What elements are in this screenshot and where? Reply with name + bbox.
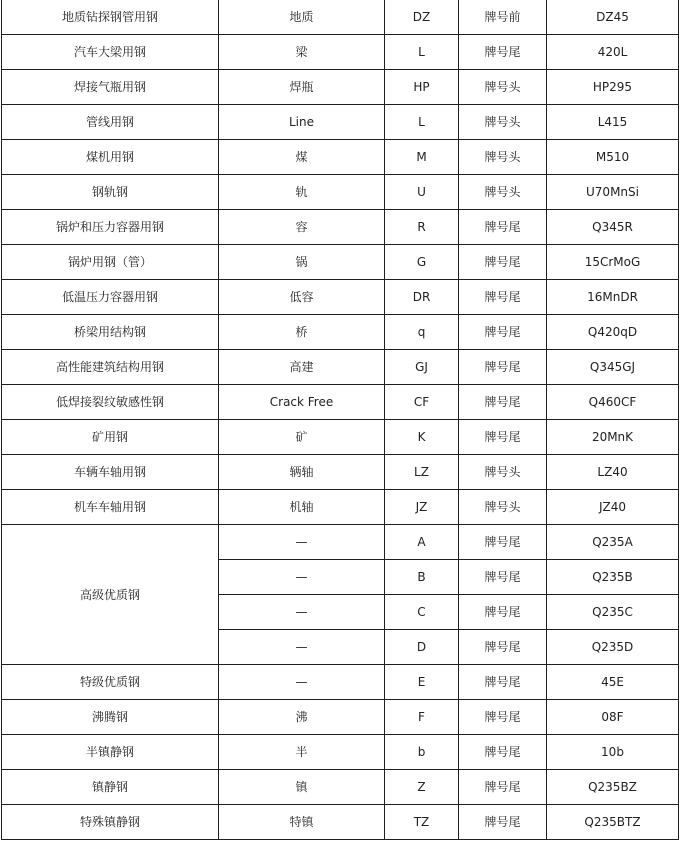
position-cell: 牌号尾 [459, 700, 547, 735]
steel-name-cell: 管线用钢 [2, 105, 219, 140]
steel-name-cell: 车辆车轴用钢 [2, 455, 219, 490]
chinese-word-cell: 半 [219, 735, 385, 770]
table-row [2, 0, 679, 35]
code-cell: B [385, 560, 459, 595]
position-cell: 牌号头 [459, 490, 547, 525]
chinese-word-cell: 高建 [219, 350, 385, 385]
table-row [2, 280, 679, 315]
steel-name-cell: 半镇静钢 [2, 735, 219, 770]
position-cell: 牌号尾 [459, 280, 547, 315]
chinese-word-cell: 矿 [219, 420, 385, 455]
chinese-word-cell: — [219, 630, 385, 665]
table-row [2, 245, 679, 280]
position-cell: 牌号尾 [459, 315, 547, 350]
chinese-word-cell: 辆轴 [219, 455, 385, 490]
steel-name-cell: 镇静钢 [2, 770, 219, 805]
steel-name-cell: 矿用钢 [2, 420, 219, 455]
example-cell: Q345R [547, 210, 679, 245]
steel-name-cell: 低焊接裂纹敏感性钢 [2, 385, 219, 420]
example-cell: 15CrMoG [547, 245, 679, 280]
code-cell: JZ [385, 490, 459, 525]
chinese-word-cell: Line [219, 105, 385, 140]
code-cell: E [385, 665, 459, 700]
chinese-word-cell: 煤 [219, 140, 385, 175]
code-cell: Z [385, 770, 459, 805]
chinese-word-cell: 焊瓶 [219, 70, 385, 105]
steel-designation-table [1, 0, 679, 840]
position-cell: 牌号尾 [459, 630, 547, 665]
example-cell: 16MnDR [547, 280, 679, 315]
steel-name-cell: 特级优质钢 [2, 665, 219, 700]
example-cell: 45E [547, 665, 679, 700]
example-cell: HP295 [547, 70, 679, 105]
position-cell: 牌号头 [459, 455, 547, 490]
chinese-word-cell: 桥 [219, 315, 385, 350]
code-cell: K [385, 420, 459, 455]
position-cell: 牌号尾 [459, 350, 547, 385]
table-row [2, 420, 679, 455]
table-row [2, 455, 679, 490]
table-row [2, 210, 679, 245]
table-row [2, 490, 679, 525]
position-cell: 牌号尾 [459, 35, 547, 70]
table-row [2, 805, 679, 840]
chinese-word-cell: Crack Free [219, 385, 385, 420]
chinese-word-cell: — [219, 525, 385, 560]
steel-name-cell: 低温压力容器用钢 [2, 280, 219, 315]
position-cell: 牌号尾 [459, 210, 547, 245]
position-cell: 牌号头 [459, 105, 547, 140]
example-cell: Q235BZ [547, 770, 679, 805]
steel-name-cell: 沸腾钢 [2, 700, 219, 735]
chinese-word-cell: 梁 [219, 35, 385, 70]
table-row [2, 105, 679, 140]
position-cell: 牌号尾 [459, 560, 547, 595]
position-cell: 牌号尾 [459, 665, 547, 700]
example-cell: L415 [547, 105, 679, 140]
steel-name-cell: 钢轨钢 [2, 175, 219, 210]
example-cell: 420L [547, 35, 679, 70]
position-cell: 牌号尾 [459, 525, 547, 560]
example-cell: Q235D [547, 630, 679, 665]
table-row [2, 35, 679, 70]
code-cell: L [385, 35, 459, 70]
position-cell: 牌号尾 [459, 595, 547, 630]
steel-name-cell-merged: 高级优质钢 [2, 525, 219, 665]
example-cell: Q235C [547, 595, 679, 630]
steel-name-cell: 锅炉用钢（管） [2, 245, 219, 280]
example-cell: DZ45 [547, 0, 679, 35]
code-cell: DZ [385, 0, 459, 35]
steel-name-cell: 汽车大梁用钢 [2, 35, 219, 70]
code-cell: F [385, 700, 459, 735]
chinese-word-cell: 轨 [219, 175, 385, 210]
steel-name-cell: 煤机用钢 [2, 140, 219, 175]
code-cell: C [385, 595, 459, 630]
code-cell: CF [385, 385, 459, 420]
position-cell: 牌号尾 [459, 420, 547, 455]
position-cell: 牌号尾 [459, 245, 547, 280]
code-cell: q [385, 315, 459, 350]
code-cell: LZ [385, 455, 459, 490]
table-row [2, 140, 679, 175]
table-row [2, 525, 679, 560]
steel-name-cell: 高性能建筑结构用钢 [2, 350, 219, 385]
chinese-word-cell: 容 [219, 210, 385, 245]
position-cell: 牌号前 [459, 0, 547, 35]
chinese-word-cell: 机轴 [219, 490, 385, 525]
steel-name-cell: 焊接气瓶用钢 [2, 70, 219, 105]
chinese-word-cell: 低容 [219, 280, 385, 315]
table-row [2, 665, 679, 700]
example-cell: Q345GJ [547, 350, 679, 385]
steel-name-cell: 桥梁用结构钢 [2, 315, 219, 350]
table-row [2, 700, 679, 735]
chinese-word-cell: — [219, 560, 385, 595]
example-cell: 08F [547, 700, 679, 735]
table-row [2, 70, 679, 105]
position-cell: 牌号尾 [459, 770, 547, 805]
table-row [2, 735, 679, 770]
code-cell: D [385, 630, 459, 665]
code-cell: M [385, 140, 459, 175]
example-cell: Q420qD [547, 315, 679, 350]
chinese-word-cell: 地质 [219, 0, 385, 35]
steel-name-cell: 机车车轴用钢 [2, 490, 219, 525]
code-cell: L [385, 105, 459, 140]
position-cell: 牌号尾 [459, 805, 547, 840]
code-cell: U [385, 175, 459, 210]
position-cell: 牌号头 [459, 70, 547, 105]
position-cell: 牌号尾 [459, 735, 547, 770]
code-cell: A [385, 525, 459, 560]
chinese-word-cell: — [219, 665, 385, 700]
example-cell: 20MnK [547, 420, 679, 455]
position-cell: 牌号尾 [459, 385, 547, 420]
example-cell: M510 [547, 140, 679, 175]
chinese-word-cell: 沸 [219, 700, 385, 735]
example-cell: Q235A [547, 525, 679, 560]
example-cell: Q235B [547, 560, 679, 595]
chinese-word-cell: 特镇 [219, 805, 385, 840]
table-row [2, 385, 679, 420]
position-cell: 牌号头 [459, 175, 547, 210]
example-cell: LZ40 [547, 455, 679, 490]
example-cell: JZ40 [547, 490, 679, 525]
code-cell: G [385, 245, 459, 280]
table-row [2, 315, 679, 350]
code-cell: R [385, 210, 459, 245]
example-cell: Q460CF [547, 385, 679, 420]
code-cell: DR [385, 280, 459, 315]
chinese-word-cell: 锅 [219, 245, 385, 280]
steel-name-cell: 地质钻探钢管用钢 [2, 0, 219, 35]
table-row [2, 350, 679, 385]
code-cell: HP [385, 70, 459, 105]
code-cell: GJ [385, 350, 459, 385]
table-row [2, 175, 679, 210]
code-cell: b [385, 735, 459, 770]
example-cell: U70MnSi [547, 175, 679, 210]
example-cell: Q235BTZ [547, 805, 679, 840]
code-cell: TZ [385, 805, 459, 840]
position-cell: 牌号头 [459, 140, 547, 175]
chinese-word-cell: 镇 [219, 770, 385, 805]
table-row [2, 770, 679, 805]
steel-name-cell: 锅炉和压力容器用钢 [2, 210, 219, 245]
chinese-word-cell: — [219, 595, 385, 630]
steel-name-cell: 特殊镇静钢 [2, 805, 219, 840]
example-cell: 10b [547, 735, 679, 770]
